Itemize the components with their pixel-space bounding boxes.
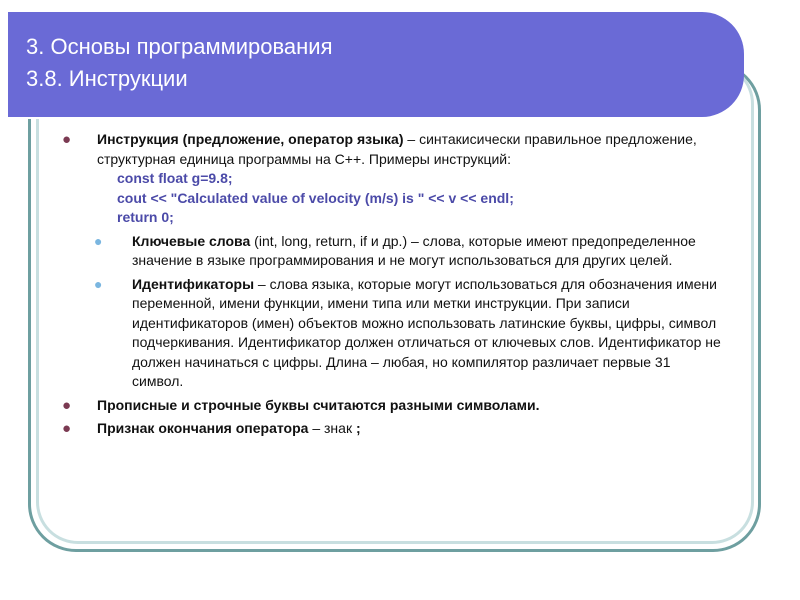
code-line-3: return 0;	[117, 209, 174, 225]
text-instruction: – синтакисически правильное предложение, структурная единица программы на С++. Примеры инструкций:	[97, 131, 697, 167]
term-terminator: Признак окончания оператора	[97, 420, 309, 436]
terminator-symbol: ;	[355, 420, 361, 436]
bullet-identifiers	[94, 275, 722, 392]
bullet-case-sensitive	[62, 396, 722, 416]
text-terminator: – знак	[308, 420, 356, 436]
bullet-icon: ●	[62, 420, 72, 437]
bullet-icon: ●	[62, 131, 72, 148]
sub-bullet-icon: ●	[94, 232, 103, 249]
term-keywords: Ключевые слова	[132, 232, 251, 249]
slide-title-line2: 3.8. Инструкции	[26, 66, 188, 91]
text-identifiers: – слова языка, которые могут использоваться для обозначения имени переменной, имени функции, имени типа или метки инструкции. При записи идентификаторов (имен) объектов можно использовать латинские буквы, цифры, символ подчеркивания. Идентификатор должен отличаться от ключевых слов. Идентификатор не должен начинаться с цифры. Длина – любая, но компилятор различает первые 31 символ.	[132, 275, 721, 389]
bullet-icon: ●	[62, 396, 72, 414]
bullet-instruction	[62, 130, 722, 228]
slide-content	[62, 126, 722, 439]
term-case-sensitive: Прописные и строчные буквы считаются разными символами.	[97, 396, 540, 413]
code-line-2: cout << "Calculated value of velocity (m/s) is " << v << endl;	[117, 189, 514, 206]
text-keywords: (int, long, return, if и др.) – слова, которые имеют предопределенное значение в языке программирования и не могут использоваться для других целей.	[132, 232, 696, 268]
title-bar	[8, 12, 744, 117]
bullet-terminator	[62, 419, 722, 439]
term-instruction: Инструкция (предложение, оператор языка)	[97, 131, 404, 147]
bullet-keywords	[94, 232, 722, 271]
title-underline	[16, 117, 714, 119]
code-line-1: const float g=9.8;	[117, 170, 233, 186]
sub-bullet-icon: ●	[94, 275, 103, 292]
slide-title-line1: 3. Основы программирования	[26, 34, 333, 59]
term-identifiers: Идентификаторы	[132, 275, 255, 292]
